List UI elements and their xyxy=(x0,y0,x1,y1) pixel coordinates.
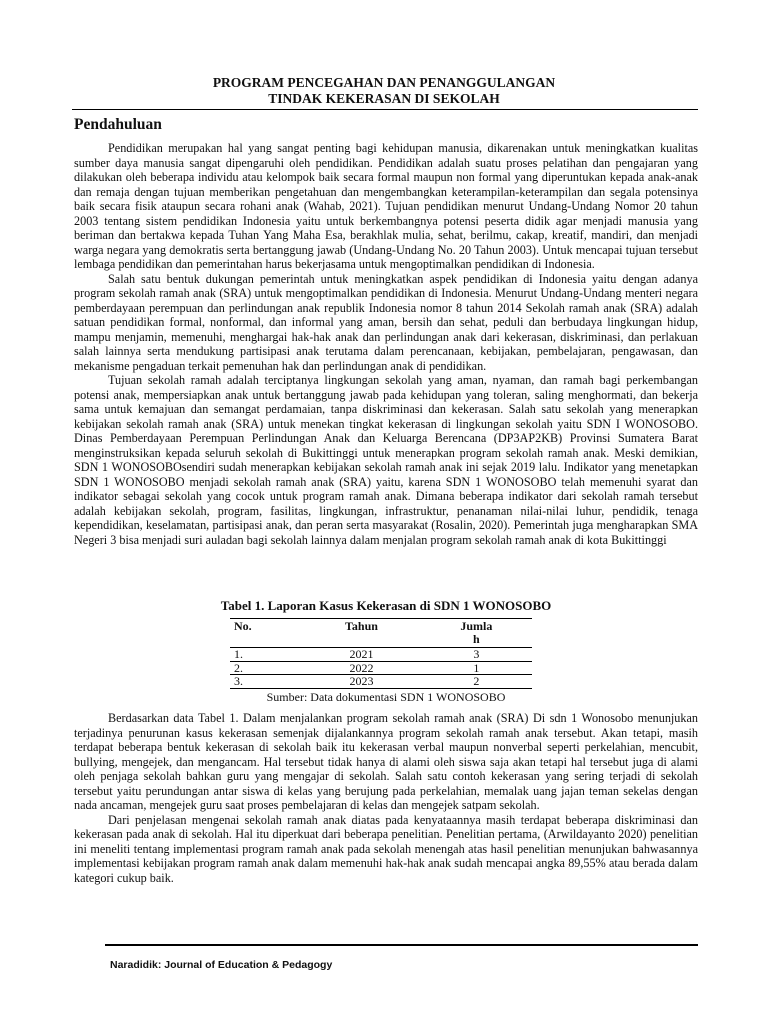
paragraph-5: Dari penjelasan mengenai sekolah ramah anak diatas pada kenyataannya masih terdapat beberapa diskriminasi dan kekerasan pada anak di sekolah. Hal itu diperkuat dari beberapa penelitian. Penelitian pertama, (Arwildayanto 2020) penelitian ini meneliti tentang implementasi program ramah anak pada sekolah menengah atas hasil penelitian menunjukan bahwasannya implementasi kebijakan program ramah anak dalam memenuhi hak-hak anak sudah mencapai angka 89,55% atau berada dalam kategori cukup baik. xyxy=(74,812,698,885)
section-heading: Pendahuluan xyxy=(74,116,162,133)
title-divider xyxy=(72,109,698,110)
violence-cases-table xyxy=(230,618,532,689)
article-title-line-2: TINDAK KEKERASAN DI SEKOLAH xyxy=(268,91,500,106)
cell-year: 2022 xyxy=(302,661,420,675)
header-year: Tahun xyxy=(302,619,420,648)
cell-year: 2023 xyxy=(302,675,420,689)
table-source: Sumber: Data dokumentasi SDN 1 WONOSOBO xyxy=(266,690,506,704)
cell-year: 2021 xyxy=(302,648,420,662)
discussion-text xyxy=(74,711,698,885)
cell-count: 3 xyxy=(421,648,532,662)
paragraph-2: Salah satu bentuk dukungan pemerintah untuk meningkatkan aspek pendidikan di Indonesia yaitu dengan adanya program sekolah ramah anak (SRA) untuk mengoptimalkan pendidikan di Indonesia. Menurut Undang-Undang menteri negara pemberdayaan perempuan dan perlindungan anak republik Indonesia nomor 8 tahun 2014 Sekolah ramah anak (SRA) adalah satuan pendidikan formal, nonformal, dan informal yang aman, bersih dan sehat, peduli dan berbudaya lingkungan hidup, mampu menjamin, memenuhi, menghargai hak-hak anak dan perlindungan anak dari kekerasan, diskriminasi, dan perlakuan salah lainnya serta mendukung partisipasi anak terutama dalam perencanaan, kebijakan, pembelajaran, pengawasan, dan mekanisme pengaduan terkait pemenuhan hak dan perlindungan anak di pendidikan. xyxy=(74,271,698,373)
paragraph-1: Pendidikan merupakan hal yang sangat penting bagi kehidupan manusia, dikarenakan untuk meningkatkan kualitas sumber daya manusia sangat dipengaruhi oleh pendidikan. Pendidikan adalah suatu proses pelatihan dan pengajaran yang dilakukan oleh beberapa individu atau kelompok baik secara formal maupun non formal yang diperuntukan kepada anak-anak dan remaja dengan tujuan memberikan pengetahuan dan mengembangkan keterampilan-keterampilan dan segala potensinya baik secara fisik ataupun secara rohani anak (Wahab, 2021). Tujuan pendidikan menurut Undang-Undang Nomor 20 tahun 2003 tentang sistem pendidikan Indonesia yaitu untuk berkembangnya potensi peserta didik agar menjadi manusia yang beriman dan bertakwa kepada Tuhan Yang Maha Esa, berakhlak mulia, sehat, berilmu, cakap, kreatif, mandiri, dan menjadi warga negara yang demokratis serta bertanggung jawab (Undang-Undang No. 20 Tahun 2003). Untuk mencapai tujuan tersebut lembaga pendidikan dan pemerintahan harus bekerjasama untuk mengoptimalkan pendidikan di Indonesia. xyxy=(74,141,698,271)
article-title xyxy=(70,75,698,107)
table-header-row xyxy=(230,619,532,648)
journal-footer: Naradidik: Journal of Education & Pedagogy xyxy=(110,959,333,971)
cell-no: 3. xyxy=(230,675,302,689)
cell-no: 2. xyxy=(230,661,302,675)
cell-count: 2 xyxy=(421,675,532,689)
table-row xyxy=(230,675,532,689)
header-no: No. xyxy=(230,619,302,648)
paragraph-4: Berdasarkan data Tabel 1. Dalam menjalankan program sekolah ramah anak (SRA) Di sdn 1 Wonosobo menunjukan terjadinya penurunan kasus kekerasan semenjak dijalankannya program sekolah ramah anak tersebut. Akan tetapi, masih terdapat beberapa bentuk kekerasan di sekolah baik itu kekerasan verbal maupun nonverbal seperti perkelahian, mencubit, bullying, mengejek, dan mengancam. Hal tersebut tidak hanya di alami oleh siswa saja akan tetapi hal tersebut juga di alami oleh penjaga sekolah bahkan guru yang mengajar di sekolah. Salah satu contoh kekerasan yang sering terjadi di sekolah tersebut yaitu perundungan antar siswa di kelas yang berujung pada perkelahian, memalak uang jajan teman sekelas dengan nada ancaman, mengejek guru saat proses pembelajaran di kelas dan mengejek satpam sekolah. xyxy=(74,711,698,812)
cell-count: 1 xyxy=(421,661,532,675)
footer-divider xyxy=(105,944,698,946)
paragraph-3: Tujuan sekolah ramah adalah terciptanya lingkungan sekolah yang aman, nyaman, dan ramah bagi perkembangan potensi anak, mempersiapkan anak untuk bertanggung jawab pada kehidupan yang toleran, saling menghormati, dan bekerja sama untuk kemajuan dan semangat perdamaian, tanpa diskriminasi dan kekerasan. Salah satu sekolah yang menerapkan kebijakan sekolah ramah anak (SRA) untuk menekan tingkat kekerasan di lingkungan sekolah yaitu SDN I WONOSOBO. Dinas Pemberdayaan Perempuan Perlindungan Anak dan Keluarga Berencana (DP3AP2KB) Provinsi Sumatera Barat menginstruksikan kepada seluruh sekolah di Bukittinggi untuk menerapkan program sekolah ramah anak. Meski demikian, SDN 1 WONOSOBOsendiri sudah menerapkan kebijakan sekolah ramah anak ini sejak 2019 lalu. Indikator yang menetapkan SDN 1 WONOSOBO menjadi sekolah ramah anak (SRA) yaitu, karena SDN 1 WONOSOBO telah memenuhi syarat dan indikator sebagai sekolah yang cocok untuk program ramah anak. Dimana beberapa indikator dari sekolah ramah tersebut adalah kebijakan sekolah, program, fasilitas, lingkungan, infrastruktur, penanaman nilai-nilai luhur, pendidik, tenaga kependidikan, keselamatan, partisipasi anak, dan peran serta masyarakat (Rosalin, 2020). Pemerintah juga mengharapkan SMA Negeri 3 bisa menjadi suri auladan bagi sekolah lainnya dalam menjalan program sekolah ramah anak di kota Bukittinggi xyxy=(74,373,698,547)
article-title-line-1: PROGRAM PENCEGAHAN DAN PENANGGULANGAN xyxy=(212,75,556,90)
cell-no: 1. xyxy=(230,648,302,662)
table-row xyxy=(230,661,532,675)
intro-text xyxy=(74,141,698,547)
header-count: Jumla h xyxy=(421,619,532,648)
table-caption: Tabel 1. Laporan Kasus Kekerasan di SDN 1 WONOSOBO xyxy=(220,598,552,613)
table-row xyxy=(230,648,532,662)
